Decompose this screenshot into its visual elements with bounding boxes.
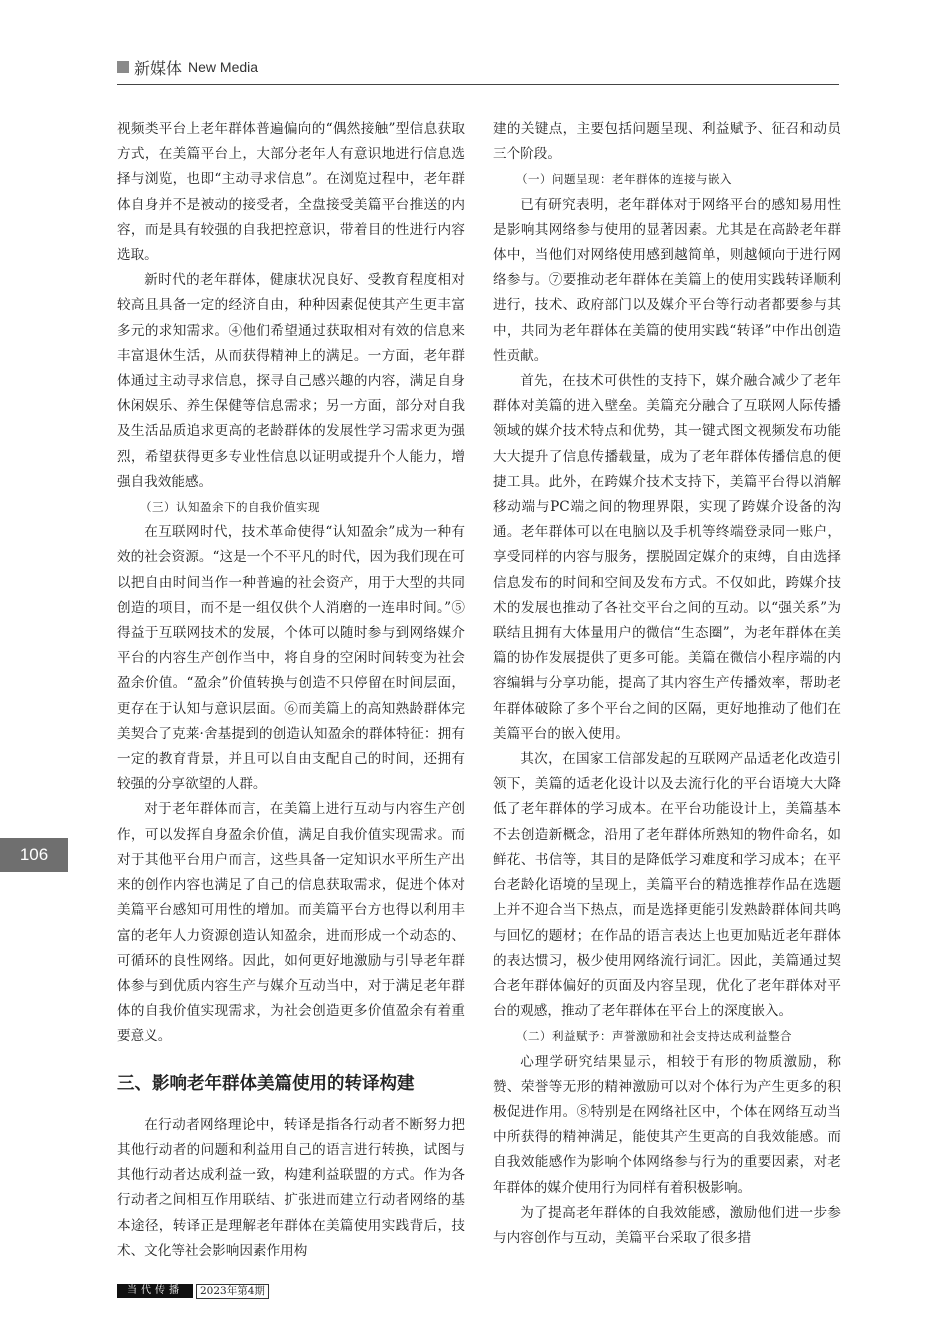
right-paragraph-3: 首先，在技术可供性的支持下，媒介融合减少了老年群体对美篇的进入壁垒。美篇充分融合了互联网人际传播领域的媒介技术特点和优势，其一键式图文视频发布功能大大提升了信息传播载量，成为了老年群体传播信息的便捷工具。此外，在跨媒介技术支持下，美篇平台得以消解移动端与PC端之间的物理界限，实现了跨媒介设备的沟通。老年群体可以在电脑以及手机等终端登录同一账户，享受同样的内容与服务，摆脱固定媒介的束缚，自由选择信息发布的时间和空间及发布方式。不仅如此，跨媒介技术的发展也推动了各社交平台之间的互动。以“强关系”为联结且拥有大体量用户的微信“生态圈”，为老年群体在美篇的协作发展提供了更多可能。美篇在微信小程序端的内容编辑与分享功能，提高了其内容生产传播效率，帮助老年群体破除了多个平台之间的区隔，更好地推动了他们在美篇平台的嵌入使用。 (493, 373, 841, 742)
journal-logo: 当代传播 (117, 1284, 193, 1298)
page-number: 106 (0, 838, 68, 872)
left-paragraph-2: 新时代的老年群体，健康状况良好、受教育程度相对较高且具备一定的经济自由，种种因素促使其产生更丰富多元的求知需求。④他们希望通过获取相对有效的信息来丰富退休生活，从而获得精神上的满足。一方面，老年群体通过主动寻求信息，探寻自己感兴趣的内容，满足自身休闲娱乐、养生保健等信息需求；另一方面，部分对自我及生活品质追求更高的老龄群体的发展性学习需求更为强烈，希望获得更多专业性信息以证明或提升个人能力，增强自我效能感。 (117, 272, 465, 490)
section-heading: 三、影响老年群体美篇使用的转译构建 (117, 1073, 415, 1094)
right-paragraph-1: 建的关键点，主要包括问题呈现、利益赋予、征召和动员三个阶段。 (493, 121, 841, 163)
left-paragraph-5: 在行动者网络理论中，转译是指各行动者不断努力把其他行动者的问题和利益用自己的语言进行转换，试图与其他行动者达成利益一致，构建利益联盟的方式。作为各行动者之间相互作用联结、扩张进而建立行动者网络的基本途径，转译正是理解老年群体在美篇使用实践背后，技术、文化等社会影响因素作用构 (117, 1116, 465, 1259)
right-paragraph-5: 心理学研究结果显示，相较于有形的物质激励，称赞、荣誉等无形的精神激励可以对个体行为产生更多的积极促进作用。⑧特别是在网络社区中，个体在网络互动当中所获得的精神满足，能使其产生更高的自我效能感。而自我效能感作为影响个体网络参与行为的重要因素，对老年群体的媒介使用行为同样有着积极影响。 (493, 1053, 841, 1196)
page-footer (117, 1283, 269, 1299)
right-paragraph-2: 已有研究表明，老年群体对于网络平台的感知易用性是影响其网络参与使用的显著因素。尤其是在高龄老年群体中，当他们对网络使用感到越简单，则越倾向于进行网络参与。⑦要推动老年群体在美篇上的使用实践转译顺利进行，技术、政府部门以及媒介平台等行动者都要参与其中，共同为老年群体在美篇的使用实践“转译”中作出创造性贡献。 (493, 196, 841, 364)
subheading-3: （三）认知盈余下的自我价值实现 (140, 500, 320, 515)
page-header (117, 56, 258, 78)
header-rule (117, 84, 839, 85)
subheading-2: （二）利益赋予：声誉激励和社会支持达成利益整合 (516, 1029, 792, 1044)
header-title-zh: 新媒体 (134, 58, 183, 78)
left-paragraph-4: 对于老年群体而言，在美篇上进行互动与内容生产创作，可以发挥自身盈余价值，满足自我价值实现需求。而对于其他平台用户而言，这些具备一定知识水平所生产出来的创作内容也满足了自己的信息获取需求，促进个体对美篇平台感知可用性的增加。而美篇平台方也得以利用丰富的老年人力资源创造认知盈余，进而形成一个动态的、可循环的良性网络。因此，如何更好地激励与引导老年群体参与到优质内容生产与媒介互动当中，对于满足老年群体的自我价值实现需求，为社会创造更多价值盈余有着重要意义。 (117, 801, 465, 1045)
issue-label: 2023年第4期 (196, 1284, 269, 1299)
header-square-icon (117, 61, 129, 73)
subheading-1: （一）问题呈现：老年群体的连接与嵌入 (516, 172, 732, 187)
left-paragraph-1: 视频类平台上老年群体普遍偏向的“偶然接触”型信息获取方式，在美篇平台上，大部分老年人有意识地进行信息选择与浏览，也即“主动寻求信息”。在浏览过程中，老年群体自身并不是被动的接受者，全盘接受美篇平台推送的内容，而是具有较强的自我把控意识，带着目的性进行内容选取。 (117, 121, 465, 264)
header-title-en: New Media (188, 59, 259, 75)
right-column (493, 117, 841, 1251)
left-column (117, 117, 465, 1264)
right-paragraph-6: 为了提高老年群体的自我效能感，激励他们进一步参与内容创作与互动，美篇平台采取了很多措 (493, 1204, 841, 1246)
left-paragraph-3: 在互联网时代，技术革命使得“认知盈余”成为一种有效的社会资源。“这是一个不平凡的时代，因为我们现在可以把自由时间当作一种普遍的社会资产，用于大型的共同创造的项目，而不是一组仅供个人消磨的一连串时间。”⑤得益于互联网技术的发展，个体可以随时参与到网络媒介平台的内容生产创作当中，将自身的空闲时间转变为社会盈余价值。“盈余”价值转换与创造不只停留在时间层面，更存在于认知与意识层面。⑥而美篇上的高知熟龄群体完美契合了克莱·舍基提到的创造认知盈余的群体特征：拥有一定的教育背景，并且可以自由支配自己的时间，还拥有较强的分享欲望的人群。 (117, 524, 465, 793)
right-paragraph-4: 其次，在国家工信部发起的互联网产品适老化改造引领下，美篇的适老化设计以及去流行化的平台语境大大降低了老年群体的学习成本。在平台功能设计上，美篇基本不去创造新概念，沿用了老年群体所熟知的物件命名，如鲜花、书信等，其目的是降低学习难度和学习成本；在平台老龄化语境的呈现上，美篇平台的精选推荐作品在选题上并不迎合当下热点，而是选择更能引发熟龄群体间共鸣与回忆的题材；在作品的语言表达上也更加贴近老年群体的表达惯习，极少使用网络流行词汇。因此，美篇通过契合老年群体偏好的页面及内容呈现，优化了老年群体对平台的观感，推动了老年群体在平台上的深度嵌入。 (493, 751, 841, 1020)
